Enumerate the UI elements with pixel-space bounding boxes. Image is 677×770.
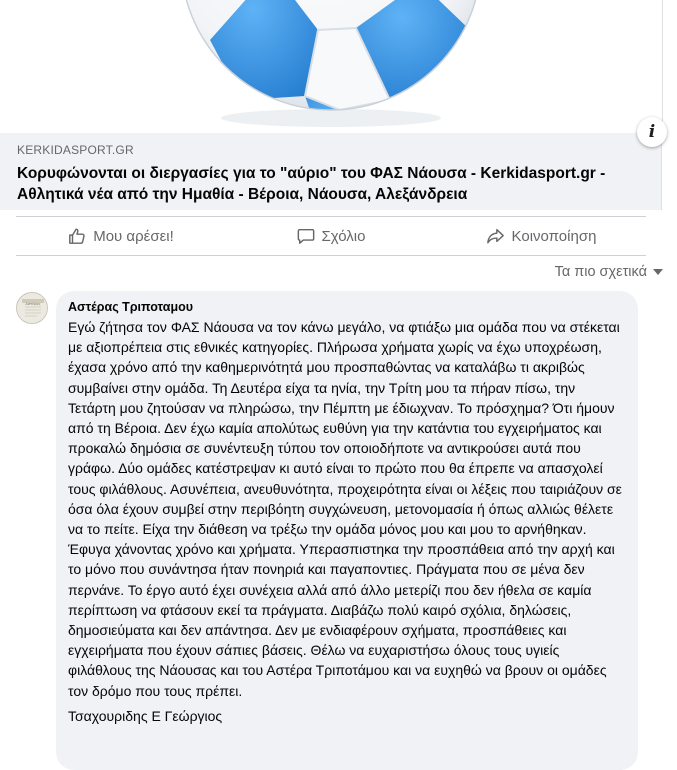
- avatar-logo: [17, 293, 48, 324]
- link-title[interactable]: Κορυφώνονται οι διεργασίες για το "αύριο" του ΦΑΣ Νάουσα - Kerkidasport.gr - Αθλητικά νέα από την Ημαθία - Βέροια, Νάουσα, Αλεξάνδρεια: [17, 165, 606, 203]
- soccer-ball-image: [0, 0, 662, 133]
- thumbs-up-icon: [68, 227, 86, 245]
- info-icon[interactable]: [637, 117, 667, 147]
- comment-text: Εγώ ζήτησα τον ΦΑΣ Νάουσα να τον κάνω μεγάλο, να φτιάξω μια ομάδα που να στέκεται με αξιοπρέπεια στις εθνικές κατηγορίες. Πλήρωσα χρήματα χωρίς να έχω υποχρέωση, έχασα χρόνο από την καθημερινότητά μου προσπαθώντας να καταλάβω τι ακριβώς συμβαίνει στην ομάδα. Τη Δευτέρα είχα τα ηνία, την Τρίτη μου τα πήραν πίσω, την Τετάρτη μου ζητούσαν να πληρώσω, την Πέμπτη με έδιωχναν. Το πρόσχημα? Ότι ήμουν από τη Βέροια. Δεν έχω καμία απολύτως ευθύνη για την κατάντια του εγχειρήματος και προκαλώ δημόσια σε συνέντευξη τύπου τον οποιοδήποτε να αντικρούσει αυτά που γράφω. Δύο ομάδες κατέστρεψαν κι αυτό είναι το πρώτο που θα έπρεπε να απασχολεί τους φιλάθλους. Ασυνέπεια, ανευθυνότητα, προχειρότητα είναι οι λέξεις που ταιριάζουν σε όσα όλα έχουν συμβεί στην περιβόητη συγχώνευση, μετονομασία ή όπως αλλιώς θέλετε να το πείτε. Είχα την διάθεση να τρέξω την ομάδα μόνος μου και μου το αρνήθηκαν. Έφυγα χάνοντας χρόνο και χρήματα. Υπερασπιστηκα την προσπάθεια από την αρχή και το μόνο που συνάντησα ήταν πονηριά και παγαποντιες. Πράγματα που σε μένα δεν περνάνε. Το έργο αυτό έχει συνέχεια αλλά από άλλο μετερίζι που δεν ήθελα σε καμία περίπτωση να φτάσουν εκεί τα πράγματα. Διαβάζω πολύ καιρό σχόλια, δηλώσεις, δημοσιεύματα και δεν απάντησα. Δεν με ενδιαφέρουν σχήματα, προσπάθειες και εγχειρήματα που έχουν σάπιες βάσεις. Θέλω να ευχαριστήσω όλους τους υγιείς φιλάθλους της Νάουσας και του Αστέρα Τριποτάμου και να ευχηθώ να βρουν οι ομάδες τον δρόμο που τους πρέπει.: [68, 319, 622, 699]
- link-domain: KERKIDASPORT.GR: [17, 143, 134, 157]
- comment-button[interactable]: [226, 217, 436, 255]
- comment-signature: Τσαχουριδης Ε Γεώργιος: [68, 707, 223, 724]
- comment-bubble: [56, 291, 638, 770]
- caret-down-icon: [653, 269, 663, 275]
- commenter-avatar[interactable]: [16, 292, 48, 324]
- speech-bubble-icon: [297, 227, 315, 245]
- comment-label: Σχόλιο: [321, 227, 366, 245]
- comment-sort-dropdown[interactable]: [555, 264, 663, 280]
- info-glyph: i: [648, 122, 656, 142]
- like-label: Μου αρέσει!: [93, 227, 174, 245]
- avatar-text: Αστέρας: [25, 302, 41, 306]
- post-action-bar: [16, 216, 646, 256]
- like-button[interactable]: [16, 217, 226, 255]
- link-preview-box[interactable]: [0, 133, 662, 210]
- link-preview-image[interactable]: [0, 0, 663, 133]
- comment-author[interactable]: Αστέρας Τριποταμου: [68, 300, 194, 314]
- share-arrow-icon: [486, 227, 505, 245]
- share-label: Κοινοποίηση: [511, 227, 597, 245]
- sort-label: Τα πιο σχετικά: [554, 264, 647, 280]
- share-button[interactable]: [436, 217, 646, 255]
